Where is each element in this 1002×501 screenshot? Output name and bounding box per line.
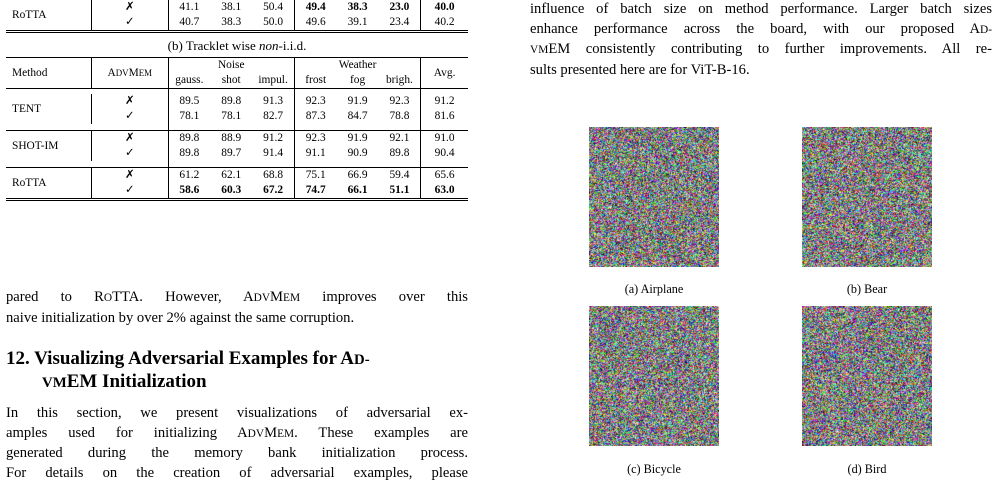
method-header: Method <box>6 58 92 89</box>
value-cell: 91.4 <box>263 147 284 159</box>
adv-cell: ✗ <box>92 168 169 184</box>
value-cell: 89.8 <box>221 95 242 107</box>
method-cell: RoTTA <box>6 168 92 200</box>
value-cell: 91.1 <box>294 146 336 161</box>
value-cell: 67.2 <box>252 183 294 200</box>
value-cell: 87.3 <box>294 109 336 124</box>
caption-bird: (d) Bird <box>847 462 887 476</box>
value-cell: 41.1 <box>168 0 210 15</box>
adv-cell: ✓ <box>92 183 169 200</box>
table-row <box>6 0 468 15</box>
value-cell: 92.3 <box>294 94 336 109</box>
adv-cell: ✗ <box>92 0 169 15</box>
value-cell: 82.7 <box>263 110 284 122</box>
avg-cell: 91.2 <box>421 94 468 109</box>
avg-cell: 65.6 <box>421 168 468 184</box>
adversarial-image-airplane <box>589 127 719 267</box>
subheader-cell: fog <box>337 73 379 89</box>
value-cell: 66.9 <box>337 168 379 184</box>
value-cell: 92.3 <box>294 131 336 147</box>
adversarial-image-bicycle <box>589 306 719 446</box>
caption-bear: (b) Bear <box>846 282 888 296</box>
paragraph-batch-size: influence of batch size on method performance. Larger batch sizes enhance performance across the board, with our proposed AD- VMEM consistently contributing to further improvements. All re- sults presented here are for ViT-B-16. <box>530 1 992 78</box>
value-cell: 89.8 <box>389 147 410 159</box>
subheader-cell: impul. <box>252 73 294 89</box>
avg-cell: 40.2 <box>421 15 468 32</box>
value-cell: 78.1 <box>168 109 210 124</box>
method-cell: TENT <box>12 102 42 115</box>
value-cell: 91.9 <box>337 131 379 147</box>
value-cell: 78.1 <box>221 110 242 122</box>
value-cell: 92.3 <box>389 95 410 107</box>
method-cell: SHOT-IM <box>6 131 92 162</box>
value-cell: 38.3 <box>210 15 252 32</box>
avg-cell: 40.0 <box>421 0 468 15</box>
value-cell: 88.9 <box>210 131 252 147</box>
value-cell: 23.4 <box>379 15 421 32</box>
value-cell: 58.6 <box>168 183 210 200</box>
table-row <box>6 131 468 147</box>
value-cell: 75.1 <box>294 168 336 184</box>
value-cell: 89.7 <box>221 147 242 159</box>
value-cell: 89.5 <box>168 94 210 109</box>
caption-bicycle: (c) Bicycle <box>627 462 681 476</box>
value-cell: 89.8 <box>168 131 210 147</box>
value-cell: 84.7 <box>347 110 368 122</box>
value-cell: 89.8 <box>168 146 210 161</box>
value-cell: 66.1 <box>337 183 379 200</box>
value-cell: 91.3 <box>263 95 284 107</box>
subcaption-b: (b) Tracklet wise non-i.i.d. <box>167 38 307 53</box>
value-cell: 40.7 <box>168 15 210 32</box>
avg-header: Avg. <box>421 58 468 89</box>
paragraph-visualization-intro: In this section, we present visualizations of adversarial ex- amples used for initializing ADVMEM. These examples are generated during the memory bank initialization process. For details on the creation of adversarial examples, please <box>6 405 468 481</box>
value-cell: 74.7 <box>294 183 336 200</box>
table-row <box>6 94 468 109</box>
value-cell: 59.4 <box>379 168 421 184</box>
avg-cell: 81.6 <box>421 109 468 124</box>
adversarial-image-bird <box>802 306 932 446</box>
value-cell: 23.0 <box>389 1 410 13</box>
value-cell: 61.2 <box>168 168 210 184</box>
subheader-cell: shot <box>210 73 252 89</box>
value-cell: 38.1 <box>221 1 242 13</box>
weather-group-header: Weather <box>294 58 420 74</box>
adv-cell: ✗ <box>92 131 169 147</box>
subheader-cell: brigh. <box>379 73 421 89</box>
table-row <box>6 168 468 184</box>
avg-cell: 90.4 <box>421 146 468 161</box>
table-a-fragment <box>6 0 468 33</box>
caption-airplane: (a) Airplane <box>624 282 684 296</box>
value-cell: 92.1 <box>379 131 421 147</box>
value-cell: 68.8 <box>252 168 294 184</box>
avg-cell: 63.0 <box>421 183 468 200</box>
paragraph-rotta-comparison: pared to ROTTA. However, ADVMEM improves over this naive initialization by over 2% against the same corruption. <box>6 289 468 326</box>
adversarial-image-bear <box>802 127 932 267</box>
adv-cell: ✓ <box>92 109 169 124</box>
section-heading: 12. Visualizing Adversarial Examples for AD- VMEM Initialization <box>6 348 370 392</box>
value-cell: 50.0 <box>252 15 294 32</box>
value-cell: 51.1 <box>379 183 421 200</box>
advmem-header: ADVMEM <box>92 58 169 89</box>
value-cell: 38.3 <box>347 1 368 13</box>
table-header-row <box>6 58 468 74</box>
subheader-cell: frost <box>294 73 336 89</box>
adv-cell: ✓ <box>92 146 169 161</box>
value-cell: 49.6 <box>294 15 336 32</box>
value-cell: 60.3 <box>210 183 252 200</box>
adv-cell: ✗ <box>92 94 169 109</box>
adv-cell: ✓ <box>92 15 169 32</box>
avg-cell: 91.0 <box>421 131 468 147</box>
value-cell: 91.2 <box>252 131 294 147</box>
value-cell: 78.8 <box>389 110 410 122</box>
subheader-cell: gauss. <box>168 73 210 89</box>
value-cell: 49.4 <box>294 0 336 15</box>
noise-group-header: Noise <box>168 58 294 74</box>
value-cell: 91.9 <box>347 95 368 107</box>
value-cell: 50.4 <box>263 1 284 13</box>
method-cell: RoTTA <box>6 0 92 32</box>
value-cell: 90.9 <box>347 147 368 159</box>
value-cell: 62.1 <box>210 168 252 184</box>
table-b <box>6 57 468 201</box>
value-cell: 39.1 <box>337 15 379 32</box>
